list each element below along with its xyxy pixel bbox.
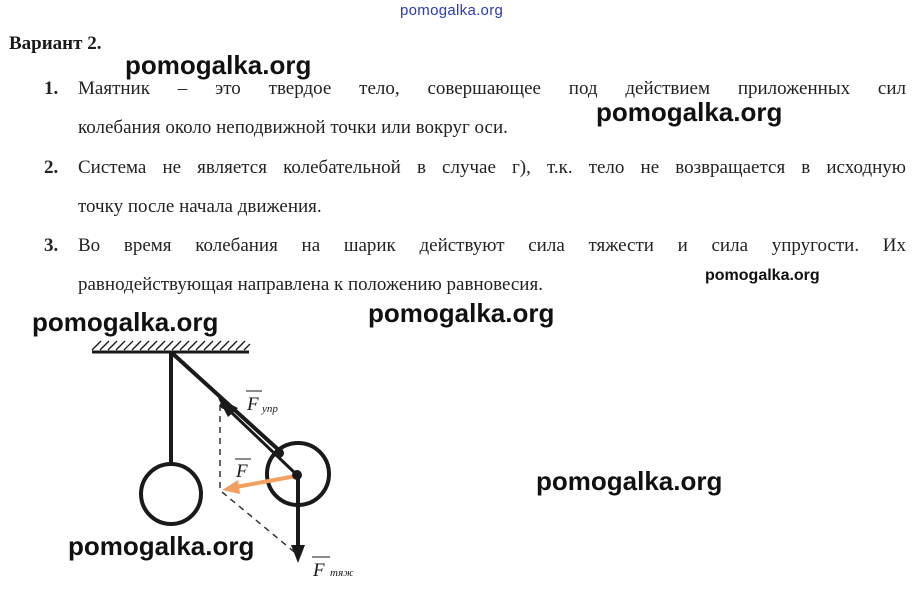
watermark-text: pomogalka.org [536,466,723,496]
watermark-text: pomogalka.org [68,531,255,561]
label-f-tyazh [312,557,354,581]
item-text-line: равнодействующая направлена к положению равновесия. [78,274,543,295]
site-watermark-top: pomogalka.org [400,2,504,19]
watermark-text: pomogalka.org [705,267,820,284]
label-f-upr-main: F [247,394,259,415]
label-f-result-main: F [236,461,248,482]
item-text-line: Маятник – это твердое тело, совершающее под действием приложенных сил [78,78,906,99]
label-f-tyazh-main: F [313,560,325,581]
gravity-force-arrowhead [291,545,305,563]
item-text-line: точку после начала движения. [78,196,322,217]
item-text-line: колебания около неподвижной точки или вокруг оси. [78,117,508,138]
watermark-text: pomogalka.org [125,50,312,80]
label-f-tyazh-sub: тяж [330,567,354,579]
watermark-text: pomogalka.org [32,307,219,337]
item-number: 1. [44,78,59,99]
elastic-force-tail-dot [220,401,228,409]
ball-center-dot [292,470,302,480]
variant-heading: Вариант 2. [9,33,102,54]
label-f-upr-sub: упр [262,403,278,415]
watermark-text: pomogalka.org [596,97,783,127]
item-text-line: Во время колебания на шарик действуют сила тяжести и сила упругости. Их [78,235,906,256]
watermark-text: pomogalka.org [368,298,555,328]
pendulum-rest-ball [141,464,201,524]
label-f-result [235,459,251,482]
string-attach-dot [274,448,284,458]
label-f-upr [246,391,278,415]
item-number: 3. [44,235,59,256]
item-text-line: Система не является колебательной в случае г), т.к. тело не возвращается в исходную [78,157,906,178]
resultant-force-arrowhead [222,480,240,494]
item-number: 2. [44,157,59,178]
ceiling [92,341,250,352]
